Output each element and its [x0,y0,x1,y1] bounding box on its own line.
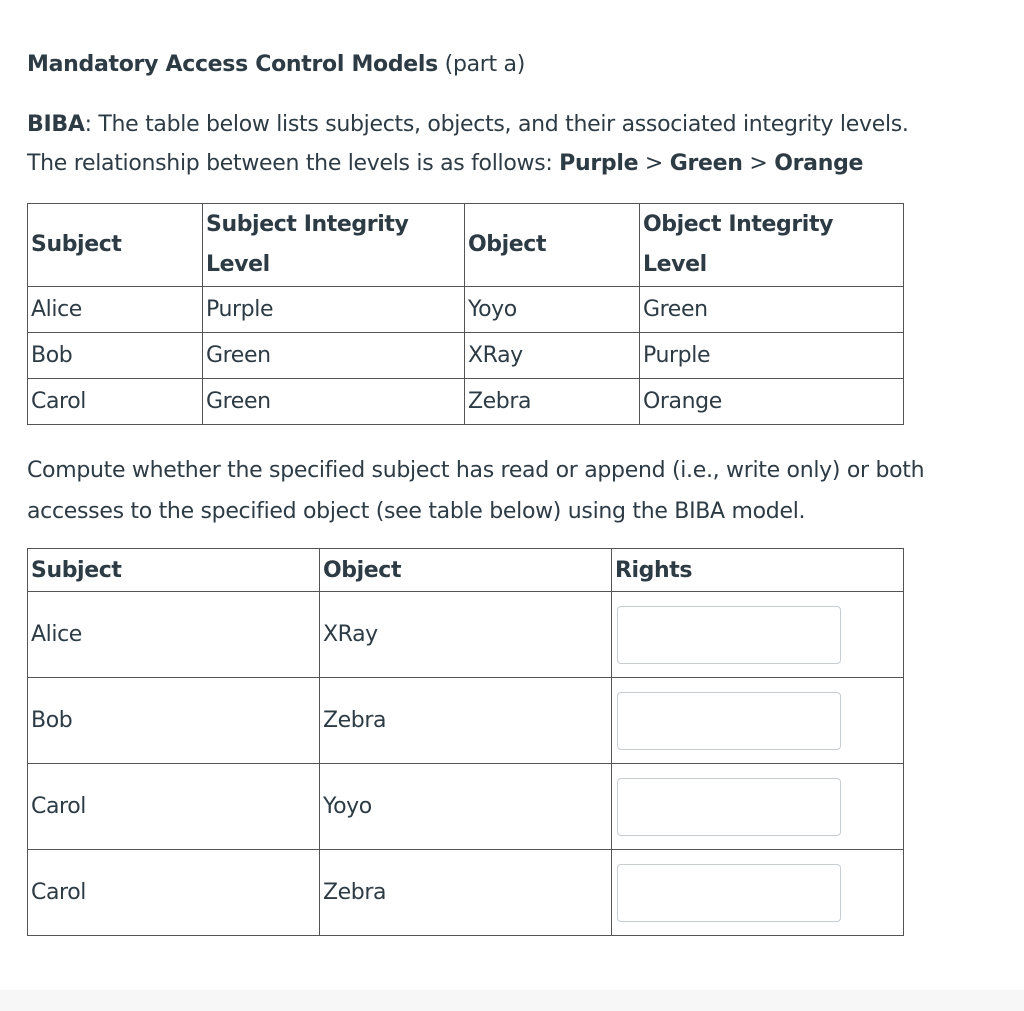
cell-object-level: Orange [640,379,904,425]
rights-answer-input[interactable] [617,778,841,836]
header-rights: Rights [612,549,904,592]
table-header-row [28,204,904,287]
table-row [28,287,904,333]
cell-object-level: Purple [640,333,904,379]
table-row [28,592,904,678]
level-orange: Orange [774,151,864,176]
cell-subject-level: Purple [203,287,465,333]
cell-object-level: Green [640,287,904,333]
rights-answer-input[interactable] [617,692,841,750]
cell-object: XRay [320,592,612,678]
cell-subject: Alice [28,592,320,678]
header-object: Object [320,549,612,592]
cell-object: Yoyo [320,764,612,850]
table-header-row [28,549,904,592]
cell-rights [612,592,904,678]
table-row [28,333,904,379]
header-subject: Subject [28,204,203,287]
level-separator: > [742,151,775,176]
intro-paragraph [27,105,1002,183]
heading-title: Mandatory Access Control Models [27,52,438,77]
cell-subject: Carol [28,379,203,425]
table-row [28,678,904,764]
cell-rights [612,678,904,764]
cell-subject: Carol [28,850,320,936]
integrity-levels-table [27,203,904,425]
cell-rights [612,764,904,850]
cell-subject: Alice [28,287,203,333]
intro-sentence-1: : The table below lists subjects, objects, and their associated integrity levels. [84,112,909,137]
cell-rights [612,850,904,936]
rights-answer-input[interactable] [617,864,841,922]
header-object-integrity-level: Object Integrity Level [640,204,904,287]
cell-subject-level: Green [203,333,465,379]
cell-object: Yoyo [465,287,640,333]
page-heading [27,50,1002,80]
header-object: Object [465,204,640,287]
cell-subject: Bob [28,678,320,764]
question-content [27,40,1002,936]
cell-subject-level: Green [203,379,465,425]
cell-object: Zebra [320,850,612,936]
rights-answer-input[interactable] [617,606,841,664]
header-subject-integrity-level: Subject Integrity Level [203,204,465,287]
access-rights-table [27,548,904,936]
heading-subtitle: (part a) [437,52,526,77]
header-subject: Subject [28,549,320,592]
cell-subject: Bob [28,333,203,379]
page-footer-band [0,990,1024,1011]
intro-sentence-2: The relationship between the levels is as follows: [27,151,560,176]
cell-object: Zebra [465,379,640,425]
cell-object: Zebra [320,678,612,764]
cell-subject: Carol [28,764,320,850]
level-purple: Purple [559,151,639,176]
cell-object: XRay [465,333,640,379]
question-text: Compute whether the specified subject has read or append (i.e., write only) or both accesses to the specified object (see table below) using the BIBA model. [27,458,925,524]
model-name: BIBA [27,112,85,137]
table-row [28,379,904,425]
table-row [28,850,904,936]
level-separator: > [638,151,670,176]
table-row [28,764,904,850]
level-green: Green [669,151,743,176]
